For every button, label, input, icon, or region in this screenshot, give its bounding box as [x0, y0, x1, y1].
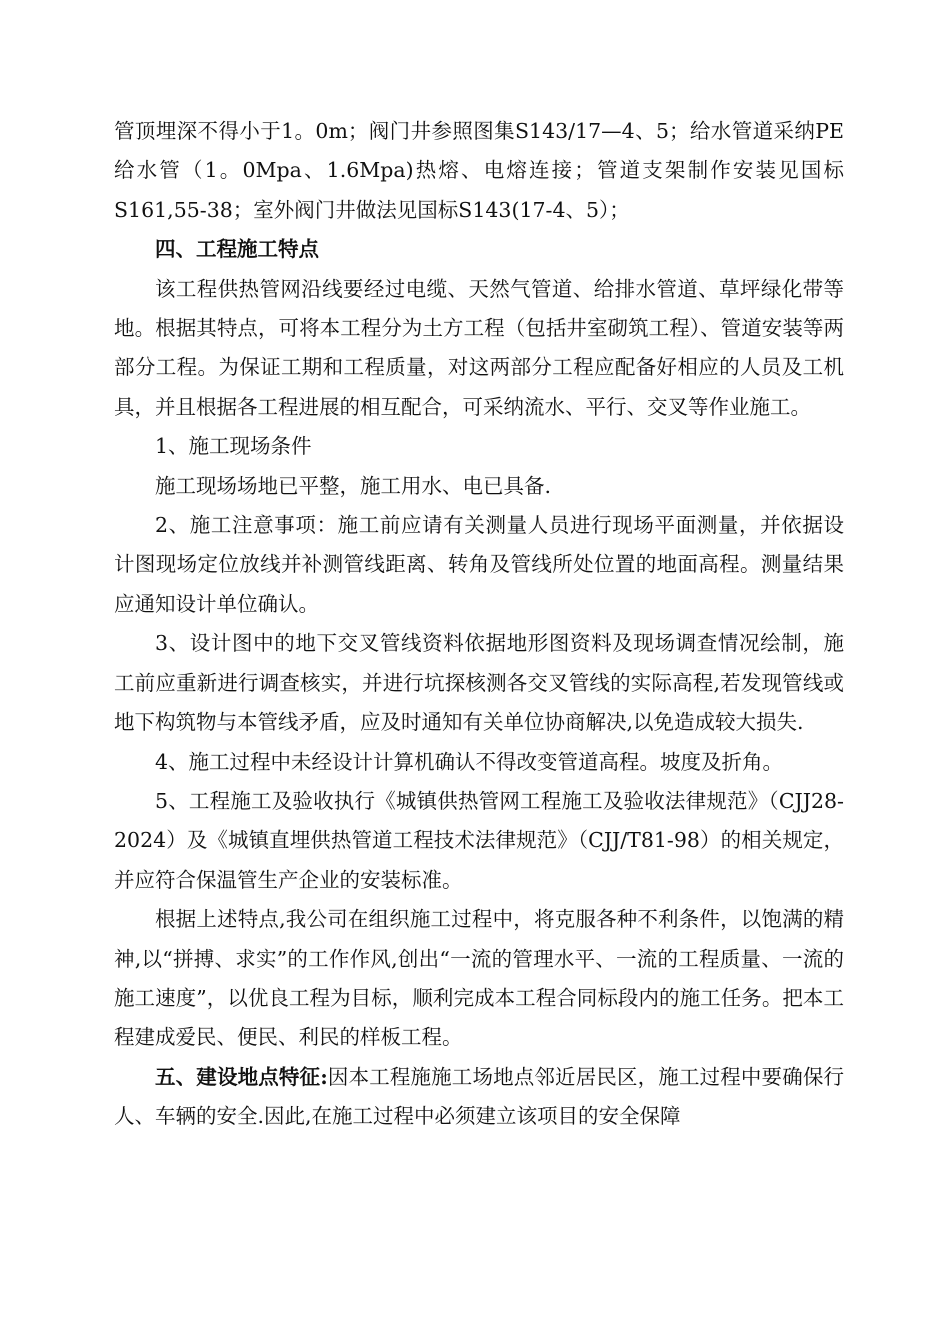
- paragraph-site-conditions: 施工现场场地已平整，施工用水、电已具备.: [155, 473, 552, 498]
- section-5-text: 因本工程施施工场地点邻近居民区，施工过程中要确保行人、车辆的安全.因此,在施工过程中必须建立该项目的安全保障: [114, 1064, 844, 1129]
- section-heading-4: 四、工程施工特点: [155, 237, 319, 262]
- paragraph-notes-4: 4、施工过程中未经设计计算机确认不得改变管道高程。坡度及折角。: [155, 749, 784, 774]
- paragraph-commitment: 根据上述特点,我公司在组织施工过程中，将克服各种不利条件，以饱满的精神,以“拼搏、求实”的工作作风,创出“一流的管理水平、一流的工程质量、一流的施工速度”，以优良工程为目标，顺利完成本工程合同标段内的施工任务。把本工程建成爱民、便民、利民的样板工程。: [114, 907, 844, 1050]
- paragraph-notes-3: 3、设计图中的地下交叉管线资料依据地形图资料及现场调查情况绘制，施工前应重新进行调查核实，并进行坑探核测各交叉管线的实际高程,若发现管线或地下构筑物与本管线矛盾，应及时通知有关单位协商解决,以免造成较大损失.: [114, 631, 844, 735]
- paragraph-notes-5: 5、工程施工及验收执行《城镇供热管网工程施工及验收法律规范》（CJJ28-2024）及《城镇直埋供热管道工程技术法律规范》（CJJ/T81-98）的相关规定，并应符合保温管生产企业的安装标准。: [114, 788, 844, 892]
- paragraph-notes-2: 2、施工注意事项：施工前应请有关测量人员进行现场平面测量，并依据设计图现场定位放线并补测管线距离、转角及管线所处位置的地面高程。测量结果应通知设计单位确认。: [114, 513, 844, 616]
- paragraph-route-features: 该工程供热管网沿线要经过电缆、天然气管道、给排水管道、草坪绿化带等地。根据其特点，可将本工程分为土方工程（包括井室砌筑工程）、管道安装等两部分工程。为保证工期和工程质量，对这两部分工程应配备好相应的人员及工机具，并且根据各工程进展的相互配合，可采纳流水、平行、交叉等作业施工。: [114, 276, 844, 419]
- paragraph-pipe-spec: 管顶埋深不得小于1。0m；阀门井参照图集S143/17—4、5；给水管道采纳PE给水管（1。0Mpa、1.6Mpa)热熔、电熔连接；管道支架制作安装见国标S161,55-38；室外阀门井做法见国标S143(17-4、5）；: [114, 119, 844, 222]
- paragraph-section-5: [114, 1058, 844, 1137]
- paragraph-site-conditions-title: 1、施工现场条件: [155, 434, 312, 459]
- document-body: [114, 112, 844, 1137]
- section-heading-5: 五、建设地点特征:: [155, 1064, 328, 1089]
